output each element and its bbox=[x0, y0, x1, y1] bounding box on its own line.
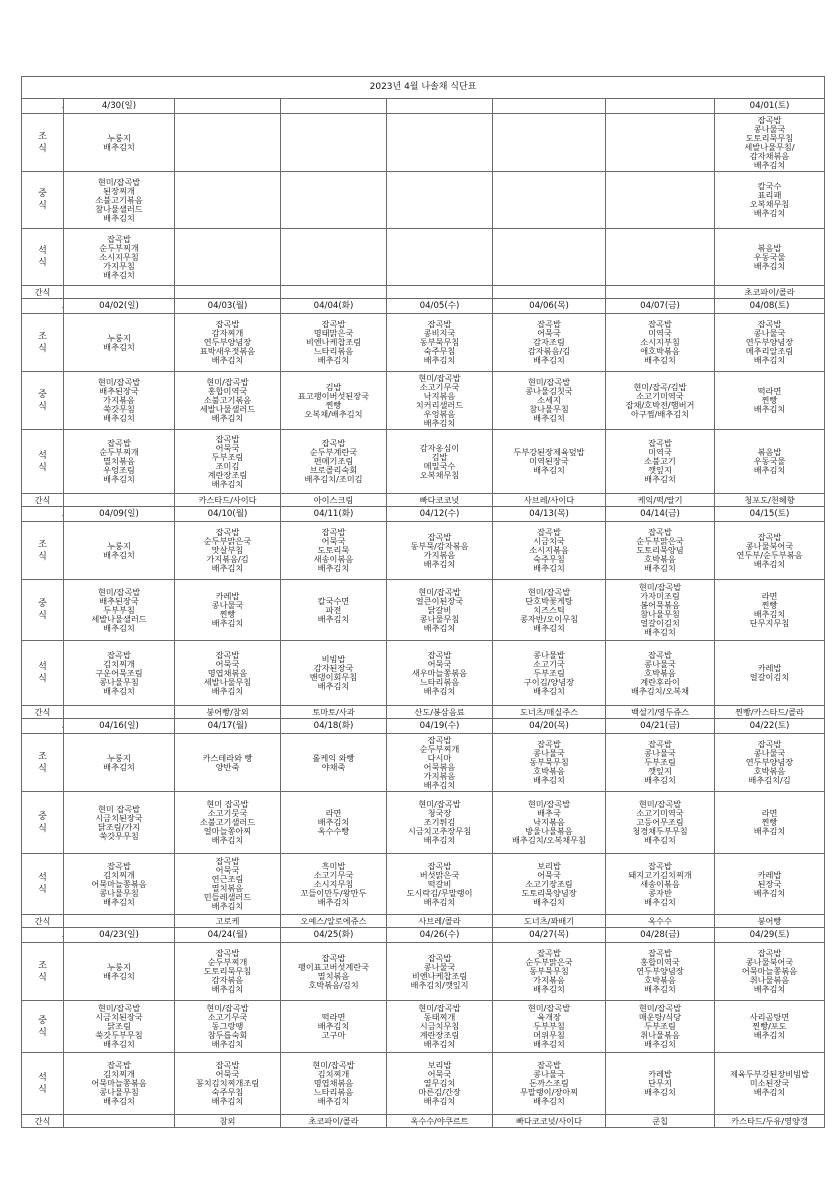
date-header: 04/28(금) bbox=[606, 928, 715, 943]
menu-cell: 잡곡밥 김치찌개 어묵마늘쫑볶음 콩나물무침 배추김치 bbox=[64, 854, 175, 915]
date-header: 04/12(수) bbox=[387, 507, 493, 522]
snack-cell bbox=[64, 915, 175, 928]
snack-cell bbox=[175, 286, 281, 299]
menu-cell: 잡곡밥 어묵국 명엽채볶음 세발나물무침 배추김치 bbox=[175, 641, 281, 706]
snack-label: 간식 bbox=[22, 706, 64, 719]
date-header: 04/25(화) bbox=[281, 928, 387, 943]
date-header bbox=[493, 99, 606, 114]
date-header: 04/13(목) bbox=[493, 507, 606, 522]
menu-cell: 잡곡밥 콩나물북어국 어묵마늘쫑볶음 취나물볶음 배추김치 bbox=[715, 943, 825, 1001]
menu-cell: 보리밥 어묵국 열무김치 마른김/간장 배추김치 bbox=[387, 1053, 493, 1115]
snack-cell: 사브레/사이다 bbox=[493, 494, 606, 507]
date-header: 04/09(일) bbox=[64, 507, 175, 522]
menu-cell: 잡곡밥 어묵국 도토리묵 새송이볶음 배추김치 bbox=[281, 522, 387, 580]
lunch-row bbox=[22, 792, 825, 854]
date-header: 04/27(목) bbox=[493, 928, 606, 943]
date-header: 04/10(월) bbox=[175, 507, 281, 522]
snack-cell bbox=[387, 286, 493, 299]
date-header bbox=[387, 99, 493, 114]
snack-label: 간식 bbox=[22, 286, 64, 299]
menu-cell: 누룽지 배추김치 bbox=[64, 734, 175, 792]
snack-cell: 옥수수 bbox=[606, 915, 715, 928]
menu-cell: 제육두부강된장비빔밥 미소된장국 배추김치 bbox=[715, 1053, 825, 1115]
menu-cell: 칼국수 표리패 오복채무침 배추김치 bbox=[715, 172, 825, 229]
menu-cell: 현미/잡곡밥 가자미조림 봄어묵볶음 참나물무침 얼갈이김치 배추김치 bbox=[606, 580, 715, 641]
menu-cell: 현미/잡곡밥 배추된장국 두부부침 세발나물샐러드 배추김치 bbox=[64, 580, 175, 641]
menu-cell: 잡곡밥 순두부맑은국 맛살부침 가지볶음/김 배추김치 bbox=[175, 522, 281, 580]
date-header bbox=[281, 99, 387, 114]
lunch-label: 중 식 bbox=[22, 172, 64, 229]
date-header: 04/03(월) bbox=[175, 299, 281, 314]
menu-cell bbox=[493, 114, 606, 172]
date-header: 04/07(금) bbox=[606, 299, 715, 314]
snack-cell: 카스타드/두유/영양갱 bbox=[715, 1115, 825, 1128]
menu-cell bbox=[606, 114, 715, 172]
breakfast-label: 조 식 bbox=[22, 522, 64, 580]
date-header: 04/19(수) bbox=[387, 719, 493, 734]
menu-cell: 김밥 표고팽이버섯된장국 찐빵 오복채/배추김치 bbox=[281, 372, 387, 430]
menu-cell: 비빔밥 감자된장국 밴댕이회무침 배추김치 bbox=[281, 641, 387, 706]
menu-cell: 누룽지 배추김치 bbox=[64, 522, 175, 580]
menu-cell: 잡곡밥 콩나물국 연두부양념장 호박볶음 배추김치/김 bbox=[715, 734, 825, 792]
date-header bbox=[606, 99, 715, 114]
date-header bbox=[175, 99, 281, 114]
page-title: 2023년 4월 나솔채 식단표 bbox=[22, 77, 825, 99]
lunch-label: 중 식 bbox=[22, 1001, 64, 1053]
dinner-label: 석 식 bbox=[22, 641, 64, 706]
date-header: 04/14(금) bbox=[606, 507, 715, 522]
menu-cell: 잡곡밥 동부묵/감자볶음 가지볶음 배추김치 bbox=[387, 522, 493, 580]
menu-cell: 잡곡밥 감자찌개 연두부양념장 표박새우젓볶음 배추김치 bbox=[175, 314, 281, 372]
menu-cell: 잡곡밥 돼지고기김치찌개 새송이볶음 콩자반 배추김치 bbox=[606, 854, 715, 915]
menu-cell: 감자옹심이 김밥 메밀국수 오복채무침 bbox=[387, 430, 493, 494]
snack-row bbox=[22, 286, 825, 299]
menu-cell: 두부강된장제육덮밥 미역된장국 배추김치 bbox=[493, 430, 606, 494]
menu-cell bbox=[387, 114, 493, 172]
menu-cell: 카레밥 얼갈이김치 bbox=[715, 641, 825, 706]
menu-cell: 롤케익 와빵 야채죽 bbox=[281, 734, 387, 792]
menu-cell bbox=[493, 229, 606, 286]
breakfast-row bbox=[22, 314, 825, 372]
menu-cell: 누룽지 배추김치 bbox=[64, 943, 175, 1001]
menu-cell: 라면 찐빵 배추김치 bbox=[715, 792, 825, 854]
snack-cell bbox=[64, 706, 175, 719]
menu-cell: 잡곡밥 순두부찌개 다시마 어묵볶음 가지볶음 배추김치 bbox=[387, 734, 493, 792]
snack-cell: 초코파이/콜라 bbox=[715, 286, 825, 299]
menu-cell: 잡곡밥 어묵국 두부조림 조미김 계란장조림 배추김치 bbox=[175, 430, 281, 494]
snack-cell: 옥수수/야쿠르트 bbox=[387, 1115, 493, 1128]
meal-plan-table bbox=[21, 76, 825, 1128]
menu-cell: 잡곡밥 콩나물국 비엔나케찹조림 배추김치/깻잎지 bbox=[387, 943, 493, 1001]
date-header: 04/15(토) bbox=[715, 507, 825, 522]
row-corner-cell bbox=[22, 928, 64, 943]
menu-cell: 잡곡밥 순두부맑은국 동부묵무침 가지볶음 배추김치 bbox=[493, 943, 606, 1001]
menu-cell: 현미/잡곡밥 육개장 두부부침 머위무침 배추김치 bbox=[493, 1001, 606, 1053]
menu-cell: 현미 잡곡밥 소고기뭇국 소불고기샐러드 얼마늘쫑아찌 배추김치 bbox=[175, 792, 281, 854]
breakfast-row bbox=[22, 943, 825, 1001]
date-header: 04/29(토) bbox=[715, 928, 825, 943]
snack-row bbox=[22, 915, 825, 928]
menu-cell bbox=[606, 172, 715, 229]
row-corner-cell bbox=[22, 507, 64, 522]
menu-cell: 잡곡밥 홍합미역국 연두부양념장 호박볶음 배추김치 bbox=[606, 943, 715, 1001]
menu-cell: 현미/잡곡밥 소고기미역국 고등어무조림 청경채두부무침 배추김치 bbox=[606, 792, 715, 854]
menu-cell: 현미/잡곡밥 매운탕/식당 두부조림 취나물볶음 배추김치 bbox=[606, 1001, 715, 1053]
snack-cell: 빠다코코넛 bbox=[387, 494, 493, 507]
breakfast-label: 조 식 bbox=[22, 314, 64, 372]
menu-cell: 보리밥 어묵국 소고기장조림 도토리묵양념장 배추김치 bbox=[493, 854, 606, 915]
snack-cell: 백설기/영두쥬스 bbox=[606, 706, 715, 719]
lunch-label: 중 식 bbox=[22, 580, 64, 641]
dinner-row bbox=[22, 430, 825, 494]
menu-cell: 떡라면 찐빵 배추김치 bbox=[715, 372, 825, 430]
menu-cell: 현미/잡곡밥 배추된장국 가지볶음 쑥갓무침 배추김치 bbox=[64, 372, 175, 430]
menu-cell: 잡곡밥 콩나물국 도토리묵무침 세발나물무침/ 감자채볶음 배추김치 bbox=[715, 114, 825, 172]
menu-cell: 현미/잡곡밥 콩나물김칫국 소세지 참나물무침 배추김치 bbox=[493, 372, 606, 430]
menu-cell: 현미/잡곡밥 시금치된장국 닭조림 쑥갓두부무침 배추김치 bbox=[64, 1001, 175, 1053]
menu-cell: 잡곡밥 순두부맑은국 도토리묵양념 호박볶음 배추김치 bbox=[606, 522, 715, 580]
menu-cell: 칼국수면 파전 배추김치 bbox=[281, 580, 387, 641]
snack-cell: 산도/봉삼음료 bbox=[387, 706, 493, 719]
menu-cell: 잡곡밥 어묵국 꽁치김치찌개조림 숙주무침 배추김치 bbox=[175, 1053, 281, 1115]
snack-row bbox=[22, 494, 825, 507]
date-header: 04/21(금) bbox=[606, 719, 715, 734]
menu-cell: 라면 배추김치 옥수수빵 bbox=[281, 792, 387, 854]
menu-cell: 현미/잡곡밥 얼큰이된장국 닭갈비 콩나물무침 배추김치 bbox=[387, 580, 493, 641]
snack-cell: 참외 bbox=[175, 1115, 281, 1128]
menu-cell: 현미/잡곡밥 홍합미역국 소불고기볶음 세발나물샐러드 배추김치 bbox=[175, 372, 281, 430]
breakfast-label: 조 식 bbox=[22, 734, 64, 792]
menu-cell: 잡곡밥 명태맑은국 비엔나케찹조림 느타리볶음 배추김치 bbox=[281, 314, 387, 372]
row-corner-cell bbox=[22, 719, 64, 734]
menu-cell: 잡곡밥 팽이표고버섯계란국 멸치볶음 호박볶음/김치 bbox=[281, 943, 387, 1001]
menu-cell: 현미 잡곡밥 시금치된장국 닭조림/가지 쑥갓무무침 bbox=[64, 792, 175, 854]
date-header: 04/04(화) bbox=[281, 299, 387, 314]
snack-cell: 카스타드/사이다 bbox=[175, 494, 281, 507]
menu-cell: 잡곡밥 어묵국 감자조림 감자볶음/김 배추김치 bbox=[493, 314, 606, 372]
date-row bbox=[22, 299, 825, 314]
menu-cell: 잡곡밥 순두부찌개 소시지무침 가지무침 배추김치 bbox=[64, 229, 175, 286]
menu-cell: 잡곡밥 어묵국 연근조림 멸치볶음 민들레샐러드 배추김치 bbox=[175, 854, 281, 915]
dinner-row bbox=[22, 229, 825, 286]
menu-cell: 누룽지 배추김치 bbox=[64, 314, 175, 372]
snack-cell bbox=[281, 286, 387, 299]
menu-cell: 잡곡밥 어묵국 새우마늘쫑볶음 느타리볶음 배추김치 bbox=[387, 641, 493, 706]
menu-cell: 카스테라와 빵 양반죽 bbox=[175, 734, 281, 792]
menu-cell: 잡곡밥 순두부찌개 도토리묵무침 감자볶음 배추김치 bbox=[175, 943, 281, 1001]
row-corner-cell bbox=[22, 299, 64, 314]
menu-cell: 잡곡밥 시금치국 소시지볶음 숙주무침 배추김치 bbox=[493, 522, 606, 580]
menu-cell: 잡곡밥 콩나물국 연두부양념장 메추리알조림 배추김치 bbox=[715, 314, 825, 372]
menu-cell bbox=[281, 229, 387, 286]
dinner-label: 석 식 bbox=[22, 1053, 64, 1115]
menu-cell: 현미/잡곡밥 동태찌개 시금치무침 계란장조림 배추김치 bbox=[387, 1001, 493, 1053]
snack-cell: 붕어빵/참외 bbox=[175, 706, 281, 719]
dinner-label: 석 식 bbox=[22, 229, 64, 286]
snack-cell bbox=[64, 494, 175, 507]
snack-cell: 케익/떡/딸기 bbox=[606, 494, 715, 507]
lunch-row bbox=[22, 580, 825, 641]
snack-label: 간식 bbox=[22, 1115, 64, 1128]
menu-cell bbox=[175, 114, 281, 172]
menu-cell: 누룽지 배추김치 bbox=[64, 114, 175, 172]
date-header: 04/24(월) bbox=[175, 928, 281, 943]
dinner-row bbox=[22, 1053, 825, 1115]
snack-row bbox=[22, 1115, 825, 1128]
menu-cell: 현미/잡곡밥 배추국 낙지볶음 방울나물볶음 배추김치/오복채무침 bbox=[493, 792, 606, 854]
menu-cell: 현미/잡곡밥 된장찌개 소불고기볶음 참나물샐러드 배추김치 bbox=[64, 172, 175, 229]
date-header: 04/05(수) bbox=[387, 299, 493, 314]
date-header: 04/01(토) bbox=[715, 99, 825, 114]
breakfast-row bbox=[22, 734, 825, 792]
lunch-row bbox=[22, 372, 825, 430]
menu-cell: 현미/잡곡/김밥 소고기미역국 잡채/호박전/햄버거 아구찜/배추김치 bbox=[606, 372, 715, 430]
dinner-row bbox=[22, 854, 825, 915]
breakfast-row bbox=[22, 522, 825, 580]
menu-cell: 라면 찐빵 배추김치 단무지무침 bbox=[715, 580, 825, 641]
menu-cell bbox=[387, 229, 493, 286]
menu-cell: 콩나물밥 소고기국 두부조림 구이김/양념장 배추김치 bbox=[493, 641, 606, 706]
date-row bbox=[22, 719, 825, 734]
menu-cell: 현미/잡곡밥 김치찌개 명엽채볶음 느타리볶음 배추김치 bbox=[281, 1053, 387, 1115]
date-header: 04/20(목) bbox=[493, 719, 606, 734]
snack-cell bbox=[606, 286, 715, 299]
date-row bbox=[22, 507, 825, 522]
menu-cell: 카레밥 된장국 배추김치 bbox=[715, 854, 825, 915]
menu-cell: 잡곡밥 김치찌개 어묵마늘쫑볶음 콩나물무침 배추김치 bbox=[64, 1053, 175, 1115]
breakfast-label: 조 식 bbox=[22, 943, 64, 1001]
snack-cell: 도너츠/매실주스 bbox=[493, 706, 606, 719]
row-corner-cell bbox=[22, 99, 64, 114]
menu-cell: 볶음밥 우동국물 배추김치 bbox=[715, 430, 825, 494]
snack-cell: 청포도/천혜향 bbox=[715, 494, 825, 507]
menu-cell bbox=[606, 229, 715, 286]
snack-cell: 빠다코코넛/사이다 bbox=[493, 1115, 606, 1128]
snack-cell: 쿤칩 bbox=[606, 1115, 715, 1128]
menu-cell: 잡곡밥 버섯맑은국 떡갈비 도시락김/무말랭이 배추김치 bbox=[387, 854, 493, 915]
menu-cell bbox=[281, 172, 387, 229]
snack-cell bbox=[493, 286, 606, 299]
menu-cell: 현미/잡곡밥 소고기무국 동그랑땡 참두릅숙회 배추김치 bbox=[175, 1001, 281, 1053]
menu-cell: 흑미밥 소고기무국 소시지무침 꼬들이만두/왕만두 배추김치 bbox=[281, 854, 387, 915]
menu-cell: 현미/잡곡밥 단호박꽃게탕 치즈스틱 콩자반/오이무침 배추김치 bbox=[493, 580, 606, 641]
menu-cell bbox=[281, 114, 387, 172]
date-header: 04/11(화) bbox=[281, 507, 387, 522]
menu-cell: 카레밥 단무지 배추김치 bbox=[606, 1053, 715, 1115]
menu-cell: 잡곡밥 미역국 소불고기 깻잎지 배추김치 bbox=[606, 430, 715, 494]
date-header: 04/08(토) bbox=[715, 299, 825, 314]
menu-cell: 떡라면 배추김치 고구마 bbox=[281, 1001, 387, 1053]
snack-cell: 초코파이/콜라 bbox=[281, 1115, 387, 1128]
menu-cell: 카레밥 콩나물국 찐빵 배추김치 bbox=[175, 580, 281, 641]
menu-cell bbox=[493, 172, 606, 229]
lunch-row bbox=[22, 1001, 825, 1053]
snack-cell: 붕어빵 bbox=[715, 915, 825, 928]
menu-cell: 잡곡밥 콩나물북어국 연두부/순두부볶음 배추김치 bbox=[715, 522, 825, 580]
snack-label: 간식 bbox=[22, 494, 64, 507]
date-header: 04/23(일) bbox=[64, 928, 175, 943]
menu-cell: 잡곡밥 콩비지국 동부묵무침 숙주무침 배추김치 bbox=[387, 314, 493, 372]
menu-cell: 잡곡밥 콩나물국 동부묵무침 호박볶음 배추김치 bbox=[493, 734, 606, 792]
lunch-label: 중 식 bbox=[22, 372, 64, 430]
snack-cell: 토마토/사과 bbox=[281, 706, 387, 719]
menu-cell: 볶음밥 우동국물 배추김치 bbox=[715, 229, 825, 286]
breakfast-label: 조 식 bbox=[22, 114, 64, 172]
date-header: 04/18(화) bbox=[281, 719, 387, 734]
breakfast-row bbox=[22, 114, 825, 172]
date-header: 04/26(수) bbox=[387, 928, 493, 943]
menu-cell: 잡곡밥 김치찌개 구운어묵조림 콩나물무침 배추김치 bbox=[64, 641, 175, 706]
snack-cell: 도너츠/꽈배기 bbox=[493, 915, 606, 928]
snack-cell: 찐빵/카스타드/콜라 bbox=[715, 706, 825, 719]
snack-row bbox=[22, 706, 825, 719]
snack-cell: 오예스/알로에쥬스 bbox=[281, 915, 387, 928]
menu-cell bbox=[175, 229, 281, 286]
dinner-row bbox=[22, 641, 825, 706]
date-row bbox=[22, 928, 825, 943]
menu-cell: 현미/잡곡밥 청국장 조기튀김 시금치고추장무침 배추김치 bbox=[387, 792, 493, 854]
lunch-row bbox=[22, 172, 825, 229]
snack-cell bbox=[64, 1115, 175, 1128]
menu-cell bbox=[387, 172, 493, 229]
lunch-label: 중 식 bbox=[22, 792, 64, 854]
menu-cell bbox=[175, 172, 281, 229]
menu-cell: 잡곡밥 콩나물국 호박볶음 계란후라이 배추김치/오복채 bbox=[606, 641, 715, 706]
snack-label: 간식 bbox=[22, 915, 64, 928]
menu-cell: 잡곡밥 순두부계란국 편메기조림 브로콜리숙회 배추김치/조미김 bbox=[281, 430, 387, 494]
snack-cell: 고로케 bbox=[175, 915, 281, 928]
snack-cell: 아이스크림 bbox=[281, 494, 387, 507]
menu-cell: 잡곡밥 콩나물국 두부조림 깻잎지 배추김치 bbox=[606, 734, 715, 792]
date-header: 04/17(월) bbox=[175, 719, 281, 734]
dinner-label: 석 식 bbox=[22, 854, 64, 915]
menu-cell: 사리곰탕면 찐빵/포도 배추김치 bbox=[715, 1001, 825, 1053]
snack-cell: 사브레/콜라 bbox=[387, 915, 493, 928]
date-header: 04/02(일) bbox=[64, 299, 175, 314]
date-header: 04/16(일) bbox=[64, 719, 175, 734]
date-row bbox=[22, 99, 825, 114]
date-header: 04/06(목) bbox=[493, 299, 606, 314]
menu-cell: 잡곡밥 콩나물국 돈까스조림 무말랭이/장아찌 배추김치 bbox=[493, 1053, 606, 1115]
menu-cell: 잡곡밥 순두부찌개 멸치볶음 우엉조림 배추김치 bbox=[64, 430, 175, 494]
menu-cell: 잡곡밥 미역국 소시지부침 애호박볶음 배추김치 bbox=[606, 314, 715, 372]
dinner-label: 석 식 bbox=[22, 430, 64, 494]
snack-cell bbox=[64, 286, 175, 299]
menu-cell: 현미/잡곡밥 소고기무국 낙지볶음 치커리샐러드 우엉볶음 배추김치 bbox=[387, 372, 493, 430]
date-header: 4/30(일) bbox=[64, 99, 175, 114]
date-header: 04/22(토) bbox=[715, 719, 825, 734]
